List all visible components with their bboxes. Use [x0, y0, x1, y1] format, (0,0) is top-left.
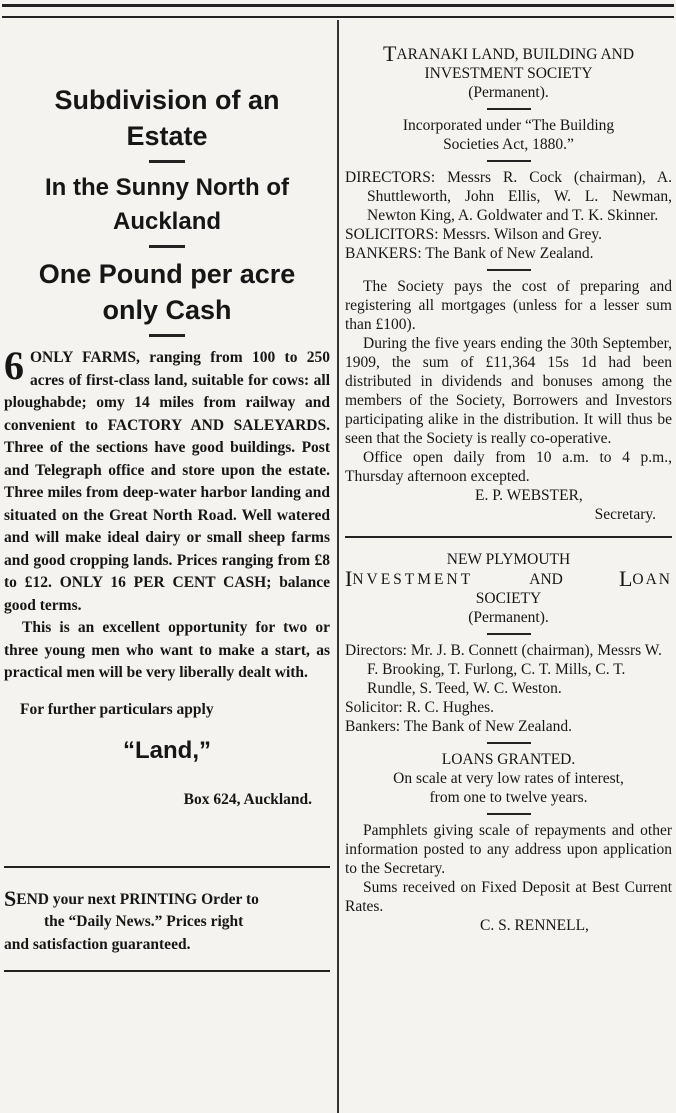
taranaki-permanent: (Permanent).	[468, 84, 549, 101]
top-rule	[2, 4, 674, 18]
deposit-paragraph: Sums received on Fixed Deposit at Best Current Rates.	[345, 879, 672, 915]
column-divider	[337, 20, 339, 1113]
section-dash	[487, 633, 531, 635]
building-societies-column	[345, 20, 672, 935]
printing-ad	[4, 885, 330, 957]
headline-dash	[149, 160, 185, 163]
apply-line: For further particulars apply	[20, 700, 214, 718]
np-title-line-2	[345, 566, 672, 591]
taranaki-directors: DIRECTORS: Messrs R. Cock (chairman), A. Shuttleworth, John Ellis, W. L. Newman, Newton King, A. Goldwater and T. K. Skinner.	[345, 169, 672, 224]
ad-separator-rule	[4, 866, 330, 868]
loans-line-2: from one to twelve years.	[429, 789, 588, 806]
np-and: AND	[529, 571, 563, 588]
taranaki-secretary: Secretary.	[594, 506, 656, 523]
headline-estate: Estate	[126, 121, 208, 151]
opportunity-paragraph: This is an excellent opportunity for two or three young men who want to make a start, as practical men will be very liberally dealt with.	[4, 619, 330, 681]
taranaki-title-line-1: ARANAKI LAND, BUILDING AND	[396, 46, 635, 63]
np-society: SOCIETY	[475, 590, 542, 607]
loans-heading: LOANS GRANTED.	[441, 751, 576, 768]
np-directors: Directors: Mr. J. B. Connett (chairman), Messrs W. F. Brooking, T. Furlong, C. T. Mills, C. T. Rundle, S. Teed, W. C. Weston.	[345, 642, 662, 697]
section-dash	[487, 742, 531, 744]
section-dash	[487, 160, 531, 162]
incorporated-line-1: Incorporated under “The Building	[402, 117, 615, 134]
taranaki-dividends-paragraph: During the five years ending the 30th September, 1909, the sum of £11,364 15s 1d had been distributed in dividends and bonuses among the members of the Society, Borrowers and Investors participating alike in the distribution. It will thus be seen that the Society is really co-operative.	[345, 335, 672, 447]
pamphlets-paragraph: Pamphlets giving scale of repayments and other information posted to any address upon application to the Secretary.	[345, 822, 672, 877]
taranaki-drop-cap: T	[382, 41, 397, 66]
np-loan: OAN	[632, 571, 672, 588]
section-dash	[487, 108, 531, 110]
taranaki-title	[345, 41, 672, 102]
loans-line-1: On scale at very low rates of interest,	[393, 770, 624, 787]
printing-line-1: END your next PRINTING Order to	[16, 890, 259, 908]
np-permanent: (Permanent).	[468, 609, 549, 626]
drop-cap: 6	[4, 343, 24, 388]
np-solicitor: Solicitor: R. C. Hughes.	[345, 699, 494, 716]
np-investment: NVESTMENT	[352, 571, 474, 588]
taranaki-costs-paragraph: The Society pays the cost of preparing and registering all mortgages (unless for a lesser sum than £100).	[345, 278, 672, 333]
taranaki-bankers: BANKERS: The Bank of New Zealand.	[345, 245, 594, 262]
farms-paragraph	[4, 343, 330, 617]
np-cap-l: L	[618, 566, 633, 591]
np-bankers: Bankers: The Bank of New Zealand.	[345, 718, 572, 735]
headline-dash	[149, 245, 185, 248]
bottom-rule	[4, 970, 330, 972]
headline-auckland: Auckland	[112, 208, 222, 235]
printing-drop-cap: S	[4, 885, 17, 911]
headline-subdivision: Subdivision of an	[54, 85, 280, 115]
section-dash	[487, 269, 531, 271]
np-title-line-1: NEW PLYMOUTH	[446, 551, 571, 568]
headline-one-pound: One Pound per acre	[38, 259, 296, 289]
estate-advertisement	[4, 20, 330, 982]
printing-line-3: and satisfaction guaranteed.	[4, 935, 191, 953]
np-cap-i: I	[345, 566, 353, 591]
taranaki-title-line-2: INVESTMENT SOCIETY	[424, 65, 593, 82]
headline-only-cash: only Cash	[102, 295, 232, 325]
section-dash	[487, 813, 531, 815]
incorporated-line-2: Societies Act, 1880.”	[443, 136, 574, 153]
headline-sunny-north: In the Sunny North of	[45, 174, 289, 201]
taranaki-hours-paragraph: Office open daily from 10 a.m. to 4 p.m., Thursday afternoon excepted.	[345, 449, 672, 485]
box-address: Box 624, Auckland.	[183, 791, 312, 808]
headline-dash	[149, 334, 185, 337]
np-signature: C. S. RENNELL,	[480, 917, 589, 934]
printing-line-2: the “Daily News.” Prices right	[44, 913, 244, 930]
taranaki-solicitors: SOLICITORS: Messrs. Wilson and Grey.	[345, 226, 602, 243]
farms-text: ONLY FARMS, ranging from 100 to 250 acres of first-class land, suitable for cows: all ploughabde; omy 14 miles from railway and convenient to FACTORY AND SALEYARDS. Three of the sections have good buildings. Post and Telegraph office and store upon the estate. Three miles from deep-water harbor landing and situated on the Great North Road. Well watered and will make ideal dairy or small sheep farms and good cropping lands. Prices ranging from £8 to £12. ONLY 16 PER CENT CASH; balance good terms.	[4, 349, 330, 614]
land-name: “Land,”	[123, 737, 211, 764]
society-separator-rule	[345, 536, 672, 538]
taranaki-signature: E. P. WEBSTER,	[475, 487, 583, 504]
